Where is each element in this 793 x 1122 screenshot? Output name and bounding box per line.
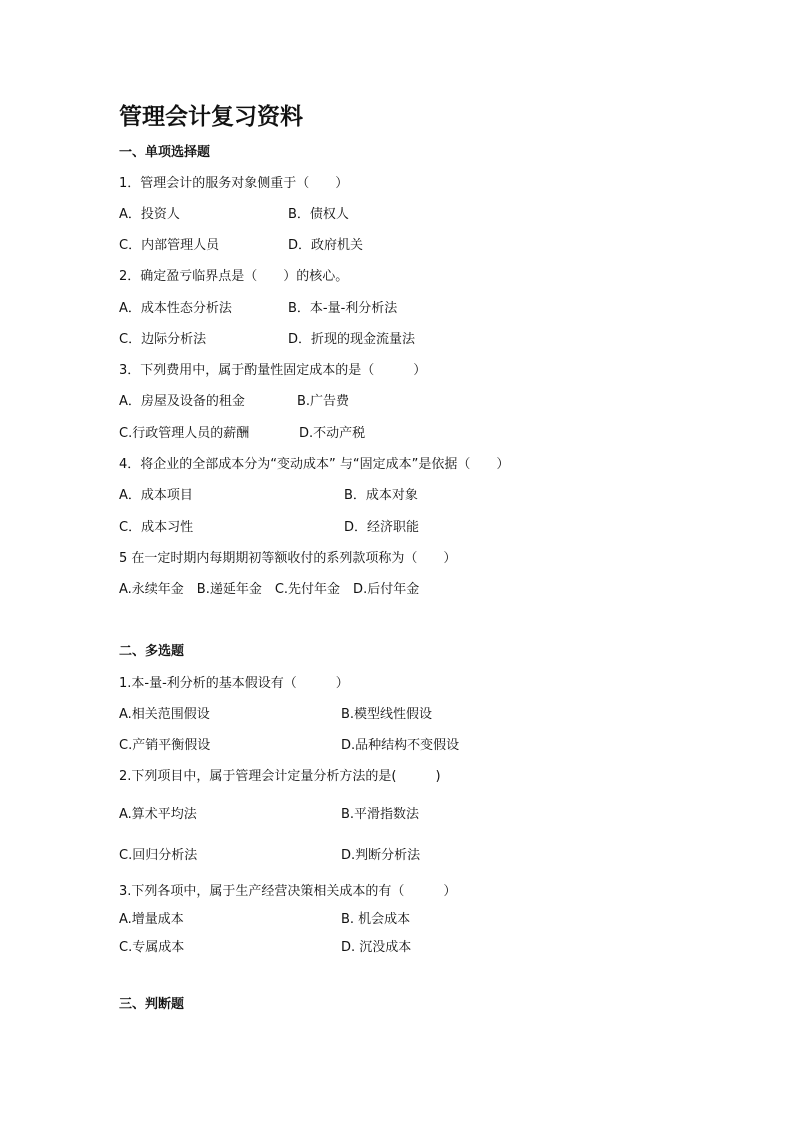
question-stem: 3.下列各项中，属于生产经营决策相关成本的有（ ） (119, 884, 457, 899)
option-b: B.模型线性假设 (341, 707, 433, 722)
question-stem: 2．确定盈亏临界点是（ ）的核心。 (119, 269, 349, 284)
section-heading-multiple-choice: 二、多选题 (119, 644, 185, 659)
option-c: C．成本习性 (119, 520, 194, 535)
option-a: A．房屋及设备的租金 (119, 394, 245, 409)
option-c: C.专属成本 (119, 940, 185, 955)
option-d: D．经济职能 (344, 520, 420, 535)
document-title: 管理会计复习资料 (119, 104, 303, 130)
option-d: D.品种结构不变假设 (341, 738, 460, 753)
option-a: A.增量成本 (119, 912, 184, 927)
question-stem: 1．管理会计的服务对象侧重于（ ） (119, 176, 349, 191)
option-b: B. 机会成本 (341, 912, 411, 927)
option-c: C.产销平衡假设 (119, 738, 211, 753)
option-c: C.行政管理人员的薪酬 (119, 426, 250, 441)
option-a: A．成本性态分析法 (119, 301, 232, 316)
option-a: A．成本项目 (119, 488, 193, 503)
option-c: C．边际分析法 (119, 332, 207, 347)
option-d: D．政府机关 (288, 238, 364, 253)
question-stem: 4．将企业的全部成本分为“变动成本” 与“固定成本”是依据（ ） (119, 457, 510, 472)
option-c: C．内部管理人员 (119, 238, 220, 253)
section-heading-single-choice: 一、单项选择题 (119, 145, 211, 160)
question-stem: 1.本-量-利分析的基本假设有（ ） (119, 676, 349, 691)
option-b: B．本-量-利分析法 (288, 301, 398, 316)
option-b: B.平滑指数法 (341, 807, 420, 822)
option-a: A.算术平均法 (119, 807, 197, 822)
option-a: A.相关范围假设 (119, 707, 210, 722)
option-d: D．折现的现金流量法 (288, 332, 416, 347)
options-line: A.永续年金 B.递延年金 C.先付年金 D.后付年金 (119, 582, 420, 597)
question-stem: 3．下列费用中，属于酌量性固定成本的是（ ） (119, 363, 427, 378)
option-d: D.判断分析法 (341, 848, 421, 863)
option-a: A．投资人 (119, 207, 180, 222)
option-b: B.广告费 (297, 394, 350, 409)
option-b: B．债权人 (288, 207, 349, 222)
option-d: D. 沉没成本 (341, 940, 412, 955)
question-stem: 5 在一定时期内每期期初等额收付的系列款项称为（ ） (119, 551, 457, 566)
option-d: D.不动产税 (299, 426, 366, 441)
option-b: B．成本对象 (344, 488, 418, 503)
section-heading-true-false: 三、判断题 (119, 997, 185, 1012)
question-stem: 2.下列项目中，属于管理会计定量分析方法的是( ) (119, 769, 441, 784)
option-c: C.回归分析法 (119, 848, 198, 863)
